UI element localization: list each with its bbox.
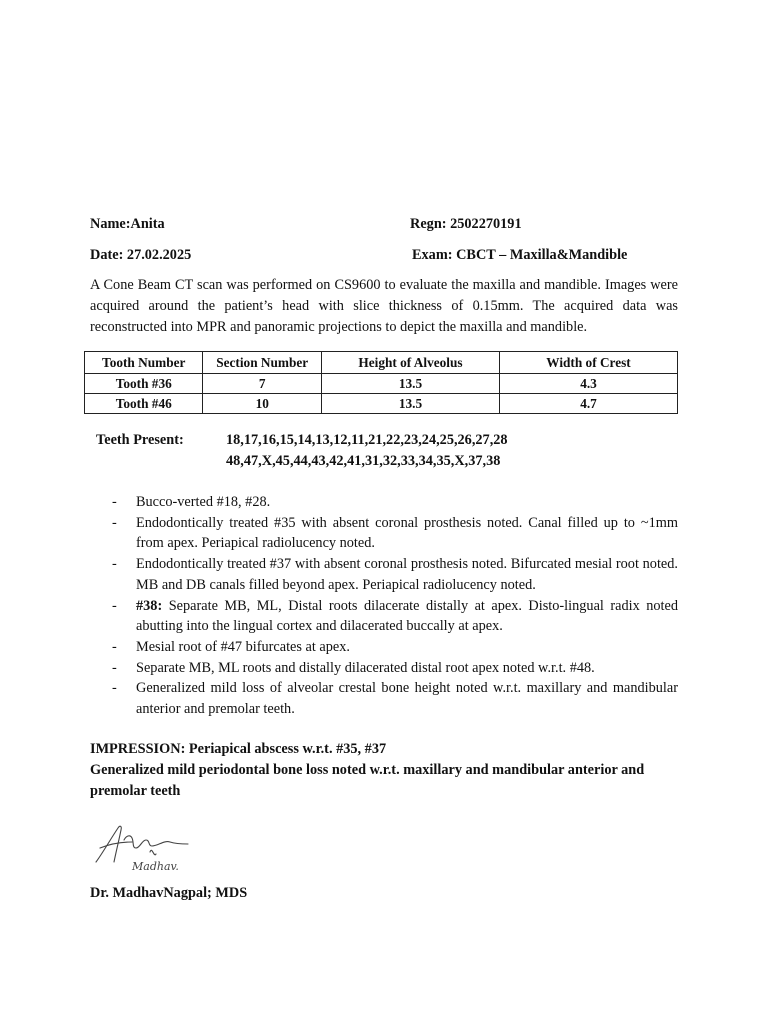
table-row bbox=[85, 394, 678, 414]
table-header-cell: Tooth Number bbox=[85, 352, 203, 374]
teeth-present-lower: 48,47,X,45,44,43,42,41,31,32,33,34,35,X,37,38 bbox=[226, 453, 501, 469]
impression-detail: Generalized mild periodontal bone loss noted w.r.t. maxillary and mandibular anterior and premolar teeth bbox=[90, 762, 645, 799]
list-bullet: - bbox=[112, 597, 117, 614]
list-item bbox=[112, 678, 678, 719]
list-item bbox=[112, 554, 678, 595]
patient-name: Name:Anita bbox=[90, 216, 165, 232]
registration-number: Regn: 2502270191 bbox=[410, 216, 522, 232]
table-cell: 4.3 bbox=[500, 374, 678, 394]
list-bullet: - bbox=[112, 494, 117, 510]
handwritten-signature bbox=[92, 818, 212, 880]
list-bullet: - bbox=[112, 638, 117, 655]
table-cell: 10 bbox=[203, 394, 321, 414]
exam-date: Date: 27.02.2025 bbox=[90, 247, 192, 263]
finding-text: Bucco-verted #18, #28. bbox=[136, 494, 271, 510]
list-bullet: - bbox=[112, 514, 117, 531]
list-item bbox=[112, 492, 678, 513]
finding-text: Separate MB, ML roots and distally dilacerated distal root apex noted w.r.t. #48. bbox=[136, 659, 595, 676]
table-cell: Tooth #46 bbox=[85, 394, 203, 414]
list-bullet: - bbox=[112, 556, 117, 573]
impression-heading: IMPRESSION: Periapical abscess w.r.t. #35, #37 bbox=[90, 741, 387, 757]
measurement-table bbox=[84, 351, 678, 414]
list-item bbox=[112, 658, 678, 679]
doctor-name: Dr. MadhavNagpal; MDS bbox=[90, 885, 248, 901]
finding-text: Endodontically treated #35 with absent coronal prosthesis noted. Canal filled up to ~1mm from apex. Periapical radiolucency noted. bbox=[136, 514, 678, 552]
signature-name-scribble: Madhav. bbox=[132, 860, 179, 873]
finding-text: Endodontically treated #37 with absent coronal prosthesis noted. Bifurcated mesial root noted. MB and DB canals filled beyond apex. Periapical radiolucency noted. bbox=[136, 556, 678, 593]
table-cell: 4.7 bbox=[500, 394, 678, 414]
table-header-row bbox=[85, 352, 678, 374]
table-header-cell: Width of Crest bbox=[500, 352, 678, 374]
list-item bbox=[112, 596, 678, 637]
table-header-cell: Section Number bbox=[203, 352, 321, 374]
finding-text: Mesial root of #47 bifurcates at apex. bbox=[136, 638, 350, 655]
table-cell: 7 bbox=[203, 374, 321, 394]
impression-block bbox=[90, 739, 690, 802]
teeth-present-label: Teeth Present: bbox=[96, 432, 184, 448]
table-row bbox=[85, 374, 678, 394]
table-cell: 13.5 bbox=[321, 374, 499, 394]
findings-list bbox=[112, 492, 678, 720]
finding-lead: #38: bbox=[136, 597, 163, 614]
table-cell: Tooth #36 bbox=[85, 374, 203, 394]
list-item bbox=[112, 513, 678, 554]
intro-paragraph: A Cone Beam CT scan was performed on CS9600 to evaluate the maxilla and mandible. Images were acquired around the patient’s head with slice thickness of 0.15mm. The acquired data was reconstructed into MPR and panoramic projections to depict the maxilla and mandible. bbox=[90, 277, 678, 335]
table-header-cell: Height of Alveolus bbox=[321, 352, 499, 374]
finding-text: Separate MB, ML, Distal roots dilacerate distally at apex. Disto-lingual radix noted abutting into the lingual cortex and dilacerated buccally at apex. bbox=[136, 597, 678, 635]
exam-type: Exam: CBCT – Maxilla&Mandible bbox=[412, 247, 628, 263]
list-bullet: - bbox=[112, 659, 117, 676]
table-cell: 13.5 bbox=[321, 394, 499, 414]
finding-text: Generalized mild loss of alveolar crestal bone height noted w.r.t. maxillary and mandibular anterior and premolar teeth. bbox=[136, 680, 678, 718]
list-bullet: - bbox=[112, 680, 117, 697]
list-item bbox=[112, 637, 678, 658]
teeth-present-upper: 18,17,16,15,14,13,12,11,21,22,23,24,25,26,27,28 bbox=[226, 432, 508, 448]
